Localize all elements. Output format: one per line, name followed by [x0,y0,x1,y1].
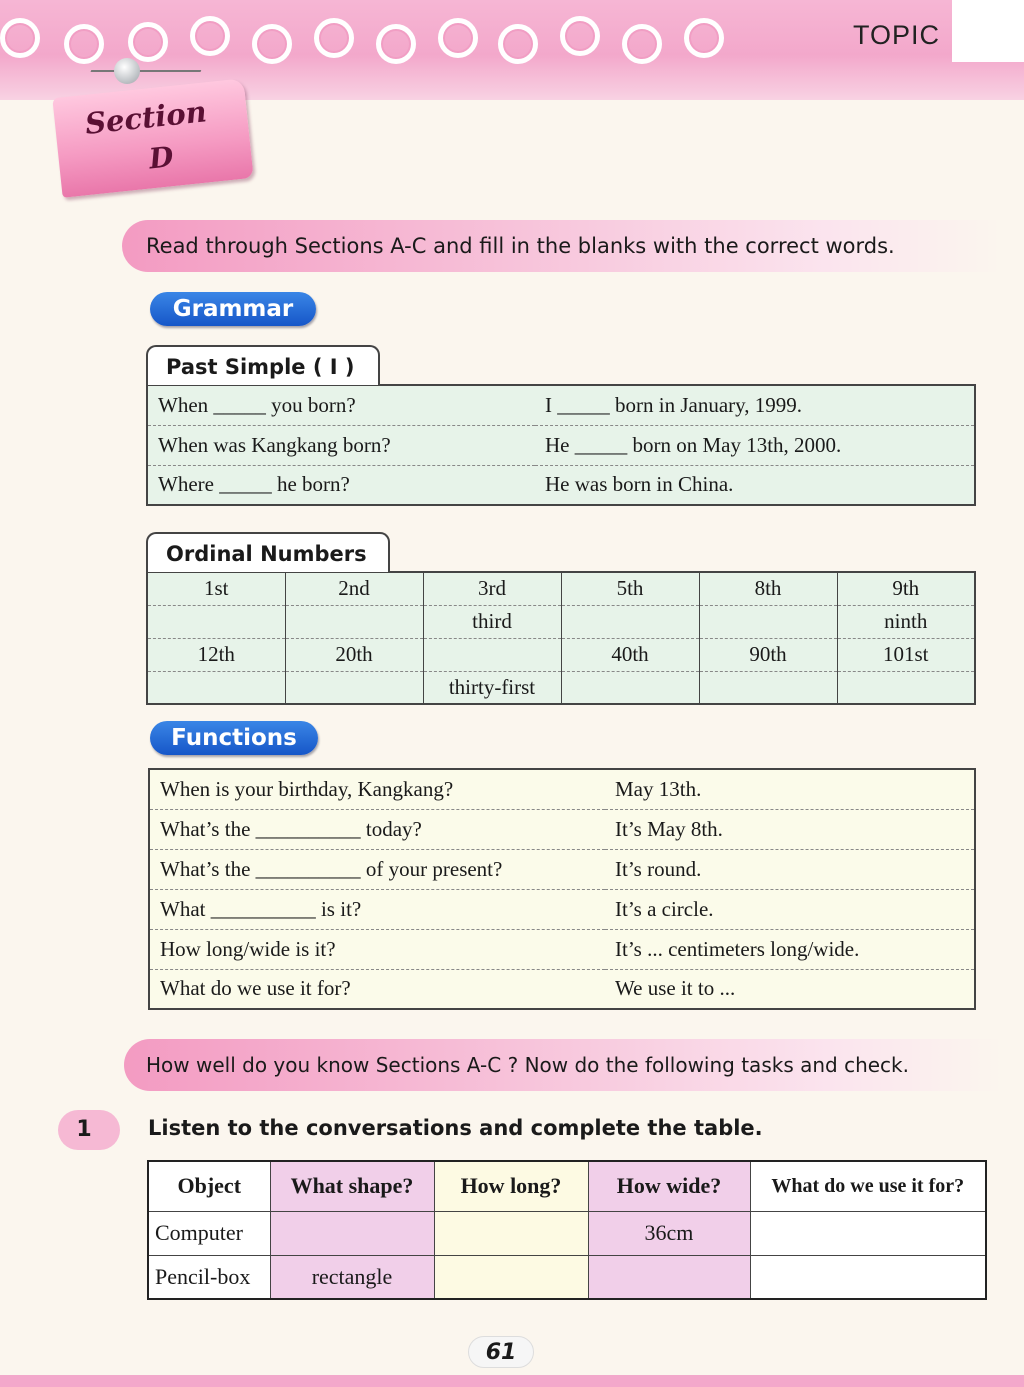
circle-icon [622,24,662,64]
ordinal-cell [147,671,285,704]
ordinal-cell [423,638,561,671]
use-cell[interactable] [750,1211,986,1255]
ordinal-cell: 40th [561,638,699,671]
answer-cell: It’s round. [605,849,975,889]
ordinal-cell: 90th [699,638,837,671]
ordinal-cell: thirty-first [423,671,561,704]
ordinal-cell [561,605,699,638]
ordinal-numbers-table [146,571,976,705]
ordinal-cell [147,605,285,638]
answer-cell: It’s a circle. [605,889,975,929]
circle-icon [498,24,538,64]
answer-cell: He was born in China. [545,472,734,497]
section-letter: D [147,140,176,176]
ordinal-cell: 8th [699,572,837,605]
ordinal-cell [699,605,837,638]
table-row [148,1255,986,1299]
circle-icon [252,24,292,64]
footer-band [0,1375,1024,1387]
circle-icon [64,24,104,64]
ordinal-cell: 20th [285,638,423,671]
functions-table [148,768,976,1010]
question-cell: When is your birthday, Kangkang? [149,769,605,809]
table-row [147,671,975,704]
circle-icon [684,18,724,58]
ordinal-cell: 1st [147,572,285,605]
table-row [149,769,975,809]
ordinal-cell: 9th [837,572,975,605]
header-use: What do we use it for? [750,1161,986,1211]
section-badge [52,78,253,198]
answer-cell: We use it to ... [615,976,736,1001]
question-cell: Where _____ he born? [158,472,350,497]
ordinal-cell: 12th [147,638,285,671]
wide-cell: 36cm [588,1211,750,1255]
question-cell: What’s the __________ today? [149,809,605,849]
ordinal-cell: 3rd [423,572,561,605]
question-cell: What’s the __________ of your present? [149,849,605,889]
circle-icon [190,16,230,56]
header-object: Object [148,1161,270,1211]
use-cell[interactable] [750,1255,986,1299]
task-table [147,1160,987,1300]
functions-pill: Functions [150,721,318,755]
header-wide: How wide? [588,1161,750,1211]
question-cell: How long/wide is it? [149,929,605,969]
task-number-badge: 1 [58,1110,120,1150]
check-banner: How well do you know Sections A-C ? Now do the following tasks and check. [124,1039,1004,1091]
wide-cell[interactable] [588,1255,750,1299]
intro-banner: Read through Sections A-C and fill in the blanks with the correct words. [122,220,1002,272]
shape-cell[interactable] [270,1211,434,1255]
ordinal-cell [285,605,423,638]
past-simple-table [146,384,976,506]
object-cell: Pencil-box [148,1255,270,1299]
question-cell: When was Kangkang born? [147,425,535,465]
pin-icon [114,58,140,84]
question-cell: What do we use it for? [160,976,351,1001]
table-row [149,849,975,889]
table-row [147,385,975,425]
answer-cell: May 13th. [605,769,975,809]
ordinal-numbers-title: Ordinal Numbers [146,532,390,572]
table-row [149,889,975,929]
ordinal-cell: third [423,605,561,638]
table-row [147,572,975,605]
shape-cell: rectangle [270,1255,434,1299]
circle-icon [314,18,354,58]
decorative-circles [0,16,760,66]
ordinal-cell: 2nd [285,572,423,605]
topic-label: TOPIC [853,20,941,50]
past-simple-title: Past Simple ( I ) [146,345,380,385]
ordinal-cell [837,671,975,704]
ordinal-cell [699,671,837,704]
long-cell[interactable] [434,1211,588,1255]
answer-cell: I _____ born in January, 1999. [535,385,975,425]
object-cell: Computer [148,1211,270,1255]
section-word: Section [83,94,209,141]
ordinal-cell: 101st [837,638,975,671]
answer-cell: It’s ... centimeters long/wide. [605,929,975,969]
ordinal-cell: ninth [837,605,975,638]
circle-icon [0,18,40,58]
header-corner [952,0,1024,62]
header-shape: What shape? [270,1161,434,1211]
table-row [147,605,975,638]
table-row [149,969,975,1009]
ordinal-cell [285,671,423,704]
circle-icon [376,24,416,64]
header-long: How long? [434,1161,588,1211]
table-row [148,1211,986,1255]
circle-icon [128,22,168,62]
table-row [147,638,975,671]
grammar-pill: Grammar [150,292,316,326]
table-row [147,465,975,505]
question-cell: What __________ is it? [149,889,605,929]
question-cell: When _____ you born? [147,385,535,425]
long-cell[interactable] [434,1255,588,1299]
answer-cell: He _____ born on May 13th, 2000. [535,425,975,465]
circle-icon [438,18,478,58]
table-row [149,809,975,849]
task-instruction: Listen to the conversations and complete the table. [148,1116,763,1140]
circle-icon [560,16,600,56]
ordinal-cell [561,671,699,704]
ordinal-cell: 5th [561,572,699,605]
table-header-row [148,1161,986,1211]
answer-cell: It’s May 8th. [605,809,975,849]
table-row [149,929,975,969]
table-row [147,425,975,465]
page-number: 61 [468,1336,534,1368]
